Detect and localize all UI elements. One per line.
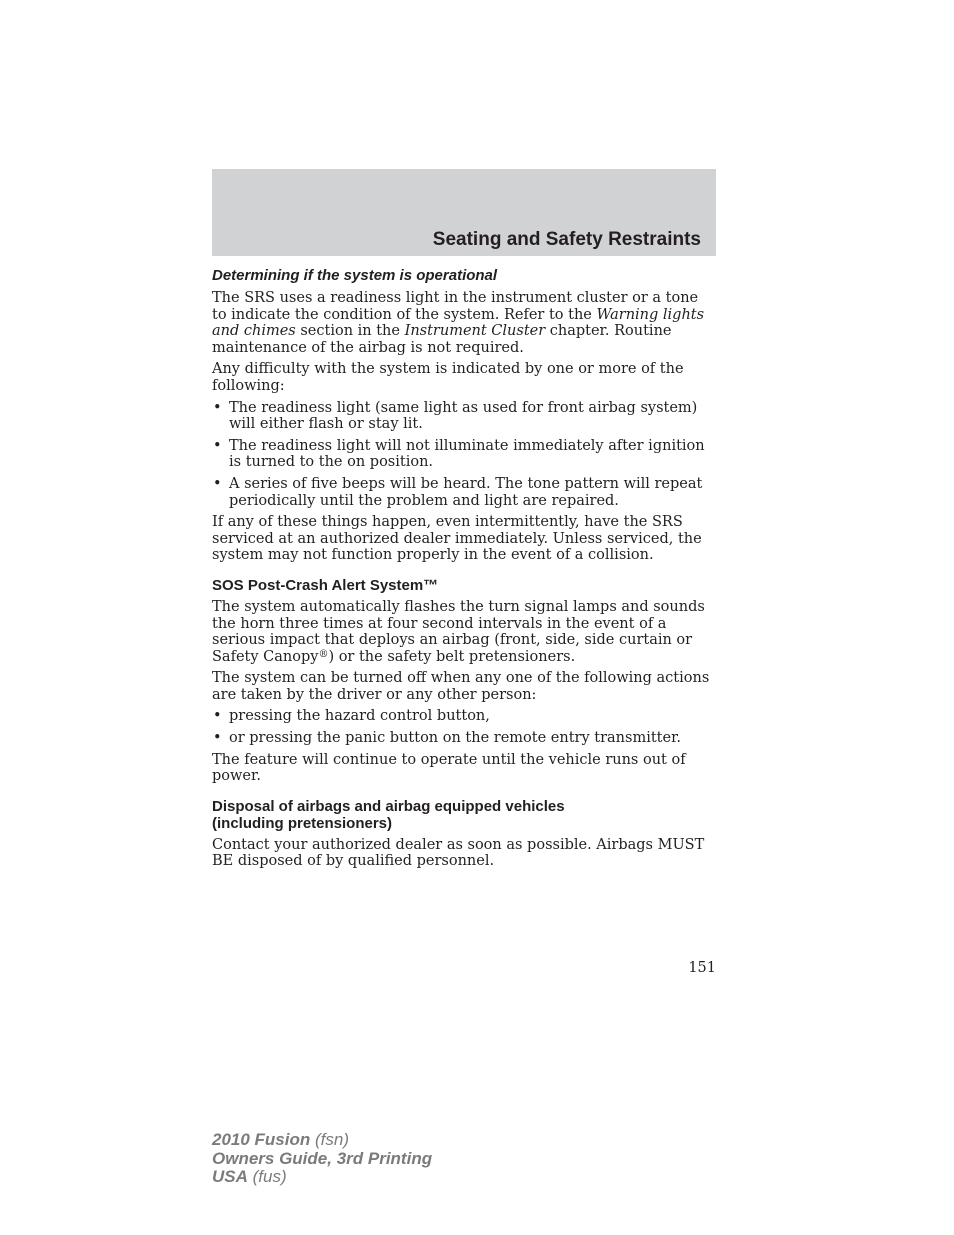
text-run: chapter. Routine maintenance of the airbag is not required. xyxy=(212,323,672,356)
footer-line-market xyxy=(212,1168,432,1187)
heading-disposal xyxy=(212,798,716,832)
paragraph-turn-off: The system can be turned off when any one of the following actions are taken by the driver or any other person: xyxy=(212,670,710,703)
footer-line-model xyxy=(212,1131,432,1150)
bullet-list-actions xyxy=(212,708,716,746)
list-item: • A series of five beeps will be heard. The tone pattern will repeat periodically until the problem and light are repaired. xyxy=(212,476,716,509)
list-item: • The readiness light (same light as used for front airbag system) will either flash or stay lit. xyxy=(212,400,716,433)
footer-guide: Owners Guide, 3rd Printing xyxy=(212,1148,433,1168)
list-item: • or pressing the panic button on the remote entry transmitter. xyxy=(212,730,716,747)
reference-instrument-cluster: Instrument Cluster xyxy=(404,323,546,340)
registered-mark: ® xyxy=(318,648,329,660)
heading-sos-alert: SOS Post-Crash Alert System™ xyxy=(212,576,439,594)
paragraph-difficulty: Any difficulty with the system is indicated by one or more of the following: xyxy=(212,361,684,394)
footer-model-code: (fsn) xyxy=(310,1130,349,1149)
text-run: section in the xyxy=(295,323,405,340)
footer-market-code: (fus) xyxy=(247,1167,287,1186)
paragraph-feature-continue: The feature will continue to operate until the vehicle runs out of power. xyxy=(212,751,686,785)
text-run: The system automatically flashes the turn signal lamps and sounds the horn three times at four second intervals in the event of a serious impact that deploys an airbag (front, side, side curtain or Safety Canopy xyxy=(212,598,705,665)
list-item: • The readiness light will not illuminate immediately after ignition is turned to the on position. xyxy=(212,438,716,471)
list-item: • pressing the hazard control button, xyxy=(212,708,716,725)
text-run: The SRS uses a readiness light in the instrument cluster or a tone to indicate the condition of the system. Refer to the xyxy=(212,290,699,323)
paragraph-disposal: Contact your authorized dealer as soon as possible. Airbags MUST BE disposed of by qualified personnel. xyxy=(212,836,705,870)
paragraph-sos-description xyxy=(212,599,716,665)
heading-line: Disposal of airbags and airbag equipped vehicles xyxy=(212,797,565,815)
footer-model: 2010 Fusion xyxy=(212,1130,311,1149)
footer-line-guide xyxy=(212,1150,432,1169)
text-run: ) or the safety belt pretensioners. xyxy=(328,648,576,665)
footer-edition xyxy=(212,1131,432,1187)
section-header-band xyxy=(212,169,716,256)
section-title: Seating and Safety Restraints xyxy=(432,229,701,250)
heading-line: (including pretensioners) xyxy=(212,814,393,832)
page-number: 151 xyxy=(688,960,716,976)
page-content xyxy=(212,267,716,875)
paragraph-srs-readiness xyxy=(212,290,716,356)
footer-market: USA xyxy=(212,1167,248,1186)
reference-warning-lights: Warning lights and chimes xyxy=(212,306,705,340)
bullet-list-indicators xyxy=(212,400,716,510)
heading-system-operational: Determining if the system is operational xyxy=(212,267,498,284)
paragraph-service-advice: If any of these things happen, even intermittently, have the SRS serviced at an authorized dealer immediately. Unless serviced, the system may not function properly in the event of a collision. xyxy=(212,514,702,564)
